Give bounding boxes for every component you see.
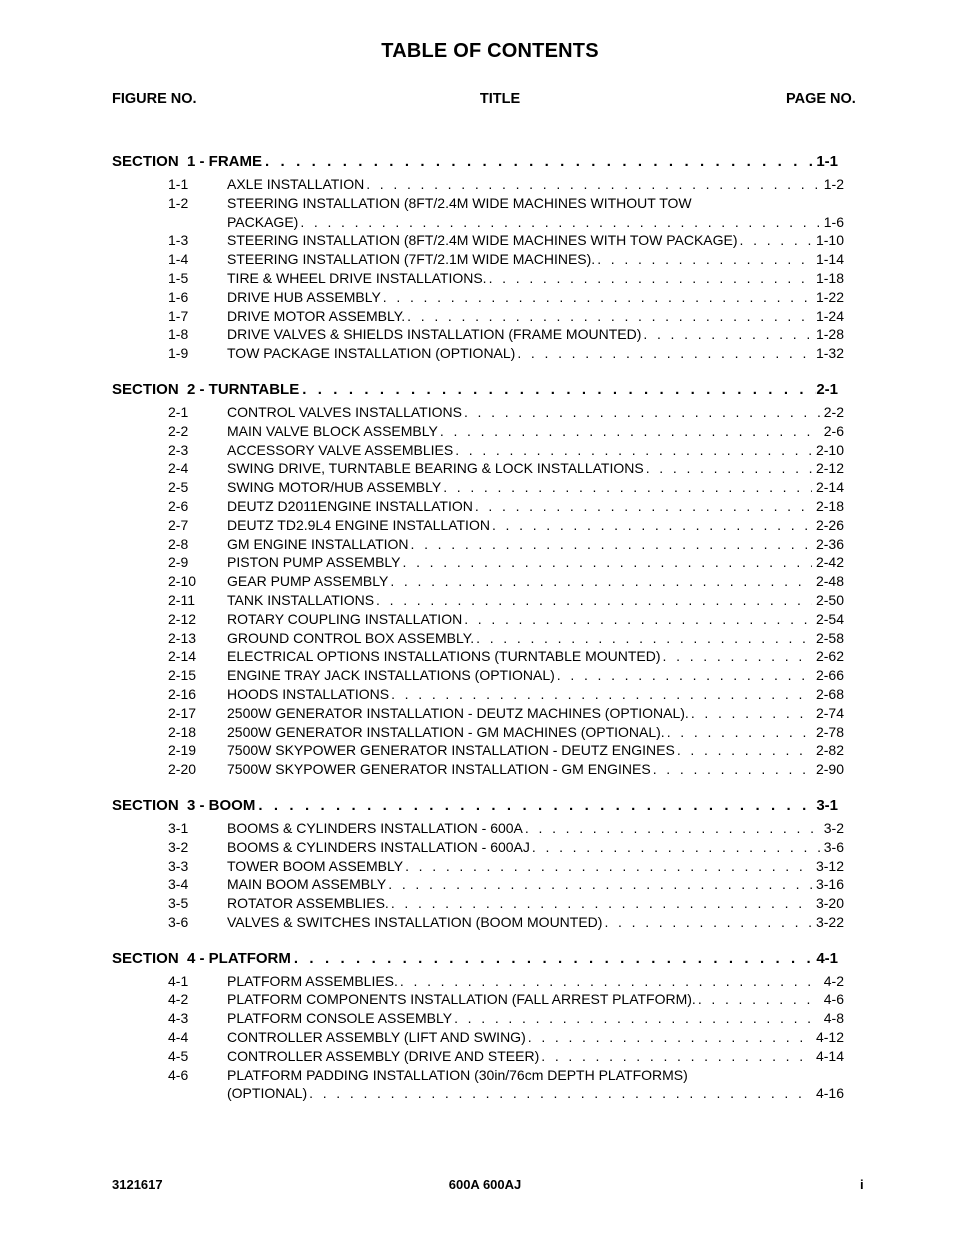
dot-leader xyxy=(646,459,812,478)
toc-entry[interactable] xyxy=(0,516,954,535)
title-header: TITLE xyxy=(479,91,521,107)
entry-page: 1-22 xyxy=(815,288,844,305)
entry-page: 2-6 xyxy=(823,422,844,439)
entry-page: 1-18 xyxy=(815,269,844,286)
dot-leader xyxy=(597,250,812,269)
toc-entry[interactable] xyxy=(0,990,954,1009)
dot-leader xyxy=(604,913,812,932)
entry-page: 1-2 xyxy=(823,176,844,192)
dot-leader xyxy=(388,875,812,894)
toc-entry[interactable] xyxy=(0,913,954,932)
entry-title: STEERING INSTALLATION (7FT/2.1M WIDE MACHINES). xyxy=(227,251,596,268)
toc-entry[interactable] xyxy=(0,269,954,288)
toc-entry[interactable] xyxy=(0,572,954,591)
dot-leader xyxy=(366,175,820,194)
toc-entry[interactable] xyxy=(0,610,954,629)
figure-number: 3-3 xyxy=(168,857,189,874)
dot-leader xyxy=(489,269,812,288)
entry-page: 2-54 xyxy=(815,610,844,627)
toc-entry[interactable] xyxy=(0,403,954,422)
entry-title: 7500W SKYPOWER GENERATOR INSTALLATION - GM ENGINES xyxy=(227,761,651,778)
page-title: TABLE OF CONTENTS xyxy=(381,40,599,62)
figure-number: 3-1 xyxy=(168,819,189,836)
table-of-contents xyxy=(0,150,954,1118)
dot-leader xyxy=(300,213,819,232)
toc-section xyxy=(0,378,954,779)
section-label: SECTION 2 - TURNTABLE xyxy=(112,380,300,398)
toc-entry[interactable] xyxy=(0,344,954,363)
dot-leader xyxy=(667,723,812,742)
figure-number: 3-4 xyxy=(168,876,189,893)
entry-title: DRIVE HUB ASSEMBLY xyxy=(227,288,381,305)
toc-entry[interactable] xyxy=(0,723,954,742)
toc-entry[interactable] xyxy=(0,288,954,307)
entry-page: 4-14 xyxy=(815,1047,844,1064)
entry-title: ROTATOR ASSEMBLIES. xyxy=(227,895,389,912)
entry-title: TANK INSTALLATIONS xyxy=(227,591,375,608)
figure-number: 4-3 xyxy=(168,1010,189,1027)
dot-leader xyxy=(294,947,816,970)
entry-title: TOWER BOOM ASSEMBLY xyxy=(227,857,404,874)
toc-entry[interactable] xyxy=(0,231,954,250)
toc-entry[interactable] xyxy=(0,459,954,478)
page-no-header: PAGE NO. xyxy=(786,91,856,107)
entry-title: SWING DRIVE, TURNTABLE BEARING & LOCK INSTALLATIONS xyxy=(227,460,644,477)
dot-leader xyxy=(643,325,812,344)
entry-page: 1-28 xyxy=(815,326,844,343)
entry-title: ACCESSORY VALVE ASSEMBLIES xyxy=(227,441,454,458)
dot-leader xyxy=(258,794,816,817)
section-heading[interactable] xyxy=(112,947,838,970)
toc-entry[interactable] xyxy=(0,422,954,441)
section-page: 2-1 xyxy=(816,380,838,398)
entry-page: 2-90 xyxy=(815,761,844,778)
figure-number: 1-9 xyxy=(168,345,189,362)
dot-leader xyxy=(525,819,820,838)
figure-number: 2-15 xyxy=(168,667,197,684)
toc-entry[interactable] xyxy=(0,307,954,326)
page-number: i xyxy=(860,1177,864,1192)
entry-page: 3-6 xyxy=(823,838,844,855)
dot-leader xyxy=(557,666,812,685)
figure-number: 4-5 xyxy=(168,1047,189,1064)
entry-title: ENGINE TRAY JACK INSTALLATIONS (OPTIONAL) xyxy=(227,667,555,684)
toc-entry[interactable] xyxy=(0,972,954,991)
section-heading[interactable] xyxy=(112,150,838,173)
toc-section xyxy=(0,947,954,1104)
toc-entry[interactable] xyxy=(0,553,954,572)
toc-entry[interactable] xyxy=(0,857,954,876)
figure-number: 2-10 xyxy=(168,573,197,590)
figure-number: 2-7 xyxy=(168,516,189,533)
dot-leader xyxy=(454,1009,820,1028)
figure-number: 1-7 xyxy=(168,307,189,324)
toc-entry[interactable] xyxy=(0,325,954,344)
entry-title: STEERING INSTALLATION (8FT/2.4M WIDE MACHINES WITH TOW PACKAGE) xyxy=(227,232,738,249)
entry-page: 2-14 xyxy=(815,479,844,496)
dot-leader xyxy=(691,704,812,723)
document-number: 3121617 xyxy=(112,1177,163,1192)
entry-page: 2-66 xyxy=(815,667,844,684)
dot-leader xyxy=(407,307,812,326)
entry-page: 2-82 xyxy=(815,742,844,759)
dot-leader xyxy=(391,894,812,913)
dot-leader xyxy=(476,629,812,648)
entry-page: 2-50 xyxy=(815,591,844,608)
entry-title: DEUTZ TD2.9L4 ENGINE INSTALLATION xyxy=(227,516,490,533)
figure-number: 2-20 xyxy=(168,761,197,778)
entry-title: CONTROLLER ASSEMBLY (DRIVE AND STEER) xyxy=(227,1047,540,1064)
toc-entry[interactable] xyxy=(0,819,954,838)
figure-number: 2-4 xyxy=(168,460,189,477)
entry-page: 2-48 xyxy=(815,573,844,590)
toc-entry[interactable] xyxy=(0,194,954,232)
figure-number: 2-19 xyxy=(168,742,197,759)
entry-page: 2-78 xyxy=(815,723,844,740)
figure-number: 4-2 xyxy=(168,991,189,1008)
entry-page: 2-62 xyxy=(815,648,844,665)
entry-title: VALVES & SWITCHES INSTALLATION (BOOM MOUNTED) xyxy=(227,913,603,930)
section-label: SECTION 4 - PLATFORM xyxy=(112,949,291,967)
toc-entry[interactable] xyxy=(0,478,954,497)
entry-page: 2-36 xyxy=(815,535,844,552)
dot-leader xyxy=(411,535,812,554)
entry-title: PACKAGE) xyxy=(227,213,299,230)
toc-entry[interactable] xyxy=(0,1009,954,1028)
dot-leader xyxy=(265,150,816,173)
dot-leader xyxy=(455,441,812,460)
figure-number: 2-14 xyxy=(168,648,197,665)
dot-leader xyxy=(475,497,812,516)
dot-leader xyxy=(440,422,820,441)
figure-number: 4-6 xyxy=(168,1066,189,1083)
figure-number: 2-3 xyxy=(168,441,189,458)
figure-number: 3-5 xyxy=(168,895,189,912)
toc-entry[interactable] xyxy=(0,535,954,554)
entry-title: CONTROL VALVES INSTALLATIONS xyxy=(227,403,462,420)
entry-title: GROUND CONTROL BOX ASSEMBLY. xyxy=(227,629,475,646)
toc-entry[interactable] xyxy=(0,1028,954,1047)
figure-number: 1-4 xyxy=(168,251,189,268)
entry-title: MAIN VALVE BLOCK ASSEMBLY xyxy=(227,422,438,439)
entry-page: 2-12 xyxy=(815,460,844,477)
entry-page: 2-18 xyxy=(815,497,844,514)
entry-title: (OPTIONAL) xyxy=(227,1085,308,1102)
entry-page: 2-42 xyxy=(815,554,844,571)
entry-title: DEUTZ D2011ENGINE INSTALLATION xyxy=(227,497,473,514)
toc-entry[interactable] xyxy=(0,629,954,648)
entry-page: 2-74 xyxy=(815,704,844,721)
entry-title-line1: PLATFORM PADDING INSTALLATION (30in/76cm DEPTH PLATFORMS) xyxy=(227,1066,688,1083)
dot-leader xyxy=(464,403,820,422)
figure-number: 2-1 xyxy=(168,403,189,420)
figure-number: 1-1 xyxy=(168,176,189,192)
figure-number: 2-11 xyxy=(168,591,195,608)
entry-page: 2-58 xyxy=(815,629,844,646)
toc-entry[interactable] xyxy=(0,704,954,723)
entry-title: 2500W GENERATOR INSTALLATION - DEUTZ MACHINES (OPTIONAL). xyxy=(227,704,689,721)
toc-entry[interactable] xyxy=(0,175,954,194)
figure-number: 2-8 xyxy=(168,535,189,552)
entry-title: ROTARY COUPLING INSTALLATION xyxy=(227,610,463,627)
figure-number: 2-9 xyxy=(168,554,189,571)
entry-title: TOW PACKAGE INSTALLATION (OPTIONAL) xyxy=(227,345,516,362)
entry-page: 1-6 xyxy=(823,213,844,230)
entry-title: DRIVE MOTOR ASSEMBLY. xyxy=(227,307,406,324)
figure-number: 4-4 xyxy=(168,1029,189,1046)
figure-number: 2-13 xyxy=(168,629,197,646)
dot-leader xyxy=(400,972,820,991)
entry-title-line1: STEERING INSTALLATION (8FT/2.4M WIDE MACHINES WITHOUT TOW xyxy=(227,194,692,211)
dot-leader xyxy=(528,1028,812,1047)
toc-entry[interactable] xyxy=(0,1066,954,1104)
entry-title: PLATFORM COMPONENTS INSTALLATION (FALL ARREST PLATFORM). xyxy=(227,991,696,1008)
entry-title: BOOMS & CYLINDERS INSTALLATION - 600AJ xyxy=(227,838,530,855)
toc-entry[interactable] xyxy=(0,894,954,913)
toc-entry[interactable] xyxy=(0,441,954,460)
section-label: SECTION 1 - FRAME xyxy=(112,153,263,170)
entry-title: BOOMS & CYLINDERS INSTALLATION - 600A xyxy=(227,819,523,836)
dot-leader xyxy=(492,516,812,535)
dot-leader xyxy=(464,610,812,629)
figure-number: 1-2 xyxy=(168,194,189,211)
figure-number: 3-6 xyxy=(168,913,189,930)
entry-title: 7500W SKYPOWER GENERATOR INSTALLATION - DEUTZ ENGINES xyxy=(227,742,675,759)
figure-number: 3-2 xyxy=(168,838,189,855)
dot-leader xyxy=(390,572,812,591)
entry-page: 2-10 xyxy=(815,441,844,458)
entry-page: 3-22 xyxy=(815,913,844,930)
entry-title: GM ENGINE INSTALLATION xyxy=(227,535,409,552)
entry-title: 2500W GENERATOR INSTALLATION - GM MACHINES (OPTIONAL). xyxy=(227,723,665,740)
entry-page: 1-24 xyxy=(815,307,844,324)
entry-title: MAIN BOOM ASSEMBLY xyxy=(227,876,387,893)
toc-section xyxy=(0,794,954,932)
dot-leader xyxy=(309,1084,812,1103)
section-heading[interactable] xyxy=(112,794,838,817)
dot-leader xyxy=(391,685,812,704)
figure-number: 2-5 xyxy=(168,479,189,496)
figure-no-header: FIGURE NO. xyxy=(112,91,197,107)
dot-leader xyxy=(443,478,812,497)
figure-number: 2-2 xyxy=(168,422,189,439)
entry-page: 4-6 xyxy=(823,991,844,1008)
entry-title: DRIVE VALVES & SHIELDS INSTALLATION (FRAME MOUNTED) xyxy=(227,326,642,343)
entry-title: PISTON PUMP ASSEMBLY xyxy=(227,554,401,571)
entry-page: 2-26 xyxy=(815,516,844,533)
entry-page: 3-16 xyxy=(815,876,844,893)
toc-entry[interactable] xyxy=(0,497,954,516)
entry-title: CONTROLLER ASSEMBLY (LIFT AND SWING) xyxy=(227,1029,526,1046)
entry-title: AXLE INSTALLATION xyxy=(227,176,365,192)
toc-entry[interactable] xyxy=(0,250,954,269)
entry-title: HOODS INSTALLATIONS xyxy=(227,685,390,702)
entry-page: 4-16 xyxy=(815,1085,844,1102)
section-page: 3-1 xyxy=(816,796,838,814)
figure-number: 2-6 xyxy=(168,497,189,514)
dot-leader xyxy=(302,378,816,401)
model-name: 600A 600AJ xyxy=(448,1177,522,1192)
figure-number: 1-6 xyxy=(168,288,189,305)
dot-leader xyxy=(383,288,812,307)
toc-entry[interactable] xyxy=(0,838,954,857)
toc-entry[interactable] xyxy=(0,666,954,685)
entry-page: 2-68 xyxy=(815,685,844,702)
toc-entry[interactable] xyxy=(0,1047,954,1066)
toc-entry[interactable] xyxy=(0,685,954,704)
entry-page: 3-2 xyxy=(823,819,844,836)
section-label: SECTION 3 - BOOM xyxy=(112,796,256,814)
entry-page: 3-20 xyxy=(815,895,844,912)
dot-leader xyxy=(405,857,812,876)
figure-number: 1-3 xyxy=(168,232,189,249)
section-page: 4-1 xyxy=(816,949,838,967)
entry-title: GEAR PUMP ASSEMBLY xyxy=(227,573,389,590)
figure-number: 2-12 xyxy=(168,610,197,627)
dot-leader xyxy=(541,1047,812,1066)
entry-title: SWING MOTOR/HUB ASSEMBLY xyxy=(227,479,442,496)
entry-page: 4-2 xyxy=(823,972,844,989)
entry-page: 4-8 xyxy=(823,1010,844,1027)
section-heading[interactable] xyxy=(112,378,838,401)
toc-entry[interactable] xyxy=(0,647,954,666)
entry-title: PLATFORM CONSOLE ASSEMBLY xyxy=(227,1010,453,1027)
dot-leader xyxy=(532,838,820,857)
entry-title: ELECTRICAL OPTIONS INSTALLATIONS (TURNTABLE MOUNTED) xyxy=(227,648,661,665)
figure-number: 1-8 xyxy=(168,326,189,343)
section-page: 1-1 xyxy=(816,153,838,170)
entry-page: 1-10 xyxy=(815,232,844,249)
dot-leader xyxy=(653,760,812,779)
figure-number: 4-1 xyxy=(168,972,189,989)
entry-title: TIRE & WHEEL DRIVE INSTALLATIONS. xyxy=(227,269,487,286)
entry-page: 3-12 xyxy=(815,857,844,874)
dot-leader xyxy=(517,344,812,363)
entry-page: 2-2 xyxy=(823,403,844,420)
entry-page: 4-12 xyxy=(815,1029,844,1046)
dot-leader xyxy=(740,231,812,250)
entry-page: 1-14 xyxy=(815,251,844,268)
figure-number: 2-17 xyxy=(168,704,197,721)
dot-leader xyxy=(403,553,812,572)
toc-entry[interactable] xyxy=(0,591,954,610)
dot-leader xyxy=(677,741,812,760)
toc-entry[interactable] xyxy=(0,760,954,779)
toc-section xyxy=(0,150,954,363)
figure-number: 1-5 xyxy=(168,269,189,286)
dot-leader xyxy=(376,591,812,610)
entry-page: 1-32 xyxy=(815,345,844,362)
dot-leader xyxy=(663,647,812,666)
figure-number: 2-16 xyxy=(168,685,197,702)
figure-number: 2-18 xyxy=(168,723,197,740)
toc-entry[interactable] xyxy=(0,875,954,894)
entry-title: PLATFORM ASSEMBLIES. xyxy=(227,972,398,989)
dot-leader xyxy=(698,990,820,1009)
toc-entry[interactable] xyxy=(0,741,954,760)
